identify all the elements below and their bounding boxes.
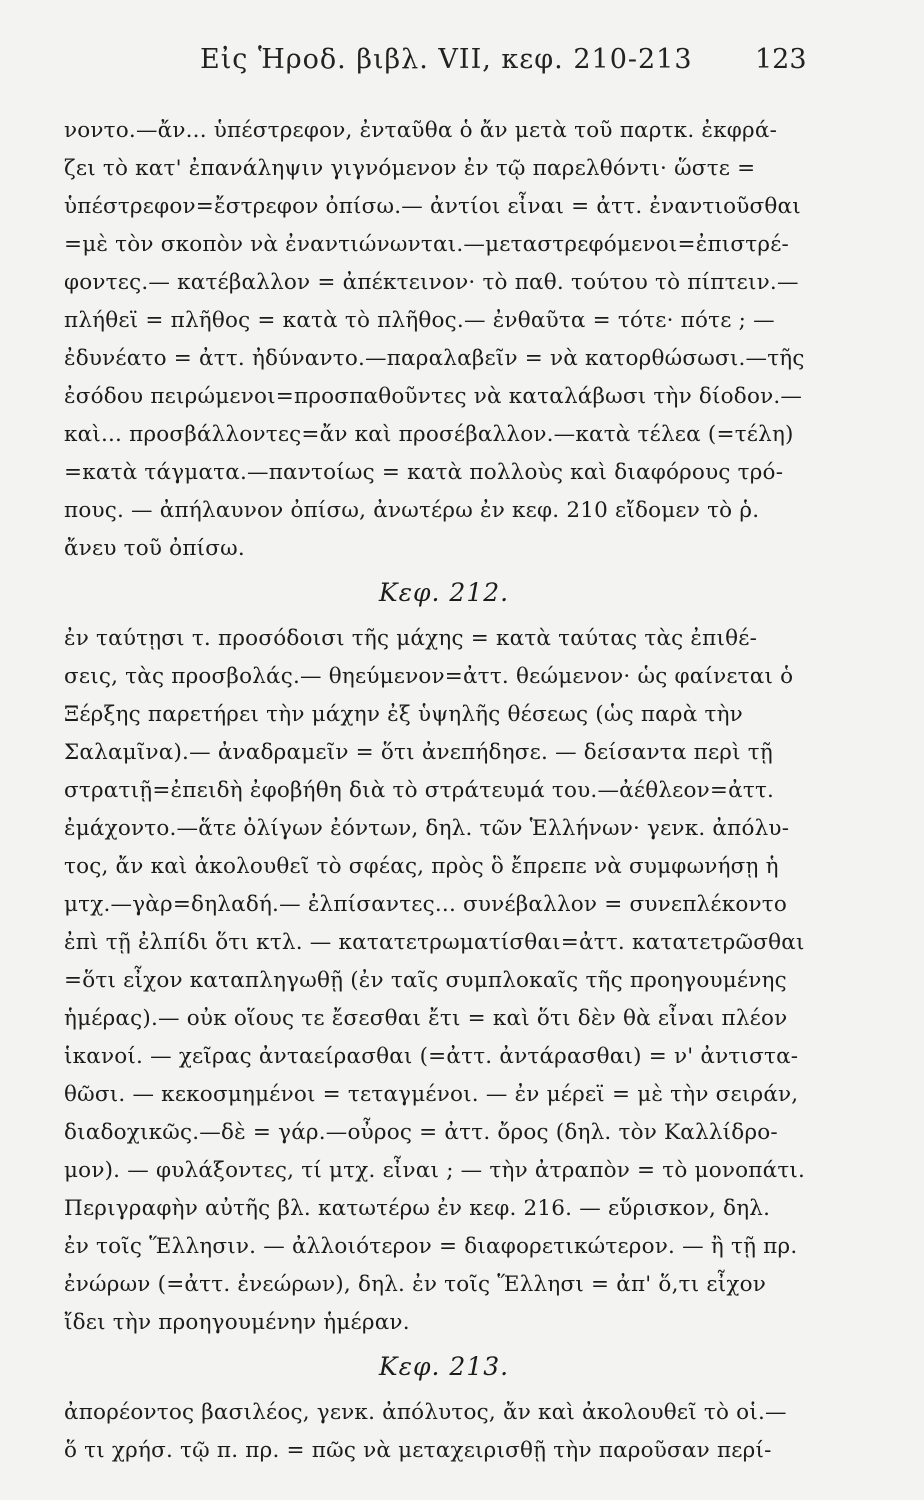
text-line: ἴδει τὴν προηγουμένην ἡμέραν.	[64, 1310, 410, 1335]
text-line: ἡμέρας).— οὐκ οἵους τε ἔσεσθαι ἔτι = καὶ ὅτι δὲν θὰ εἶναι πλέον	[64, 1006, 788, 1031]
page-number: 123	[755, 44, 807, 75]
text-line: τος, ἄν καὶ ἀκολουθεῖ τὸ σφέας, πρὸς ὃ ἔπρεπε νὰ συμφωνήσῃ ἡ	[64, 854, 779, 879]
text-line: πους. — ἀπήλαυνον ὀπίσω, ἀνωτέρω ἐν κεφ. 210 εἴδομεν τὸ ῥ.	[64, 498, 760, 523]
text-line: μον). — φυλάξοντες, τί μτχ. εἶναι ; — τὴν ἀτραπὸν = τὸ μονοπάτι.	[64, 1158, 806, 1183]
text-line: Περιγραφὴν αὐτῆς βλ. κατωτέρω ἐν κεφ. 216. — εὕρισκον, δηλ.	[64, 1196, 771, 1221]
text-line: φοντες.— κατέβαλλον = ἀπέκτεινον· τὸ παθ. τούτου τὸ πίπτειν.—	[64, 270, 799, 295]
text-line: καὶ... προσβάλλοντες=ἄν καὶ προσέβαλλον.—κατὰ τέλεα (=τέλη)	[64, 422, 794, 447]
chapter-212-body	[64, 620, 824, 1342]
text-line: ζει τὸ κατ' ἐπανάληψιν γιγνόμενον ἐν τῷ παρελθόντι· ὥστε =	[64, 156, 756, 181]
chapter-212-heading: Κεφ. 212.	[378, 578, 510, 607]
text-line: ἀπορέοντος βασιλέος, γενκ. ἀπόλυτος, ἄν καὶ ἀκολουθεῖ τὸ οἱ.—	[64, 1400, 787, 1425]
text-line: νοντο.—ἄν... ὑπέστρεφον, ἐνταῦθα ὁ ἄν μετὰ τοῦ παρτκ. ἐκφρά-	[64, 118, 778, 143]
text-line: =ὅτι εἶχον καταπληγωθῇ (ἐν ταῖς συμπλοκαῖς τῆς προηγουμένης	[64, 968, 787, 993]
text-line: ἐδυνέατο = ἀττ. ἠδύναντο.—παραλαβεῖν = νὰ κατορθώσωσι.—τῆς	[64, 346, 805, 371]
text-line: Σαλαμῖνα).— ἀναδραμεῖν = ὅτι ἀνεπήδησε. — δείσαντα περὶ τῇ	[64, 740, 773, 765]
running-title: Εἰς Ἡροδ. βιβλ. VII, κεφ. 210-213	[200, 44, 693, 75]
text-line: θῶσι. — κεκοσμημένοι = τεταγμένοι. — ἐν μέρεϊ = μὲ τὴν σειράν,	[64, 1082, 799, 1107]
text-line: ἐμάχοντο.—ἅτε ὀλίγων ἐόντων, δηλ. τῶν Ἑλλήνων· γενκ. ἀπόλυ-	[64, 816, 790, 841]
text-line: σεις, τὰς προσβολάς.— θηεύμενον=ἀττ. θεώμενον· ὡς φαίνεται ὁ	[64, 664, 794, 689]
text-line: πλήθεϊ = πλῆθος = κατὰ τὸ πλῆθος.— ἐνθαῦτα = τότε· πότε ; —	[64, 308, 775, 333]
text-line: =μὲ τὸν σκοπὸν νὰ ἐναντιώνωνται.—μεταστρεφόμενοι=ἐπιστρέ-	[64, 232, 790, 257]
text-line: ἱκανοί. — χεῖρας ἀνταείρασθαι (=ἀττ. ἀντάρασθαι) = ν' ἀντιστα-	[64, 1044, 799, 1069]
text-line: =κατὰ τάγματα.—παντοίως = κατὰ πολλοὺς καὶ διαφόρους τρό-	[64, 460, 784, 485]
text-line: ἐν τοῖς Ἕλλησιν. — ἀλλοιότερον = διαφορετικώτερον. — ἢ τῇ πρ.	[64, 1234, 798, 1259]
text-line: Ξέρξης παρετήρει τὴν μάχην ἐξ ὑψηλῆς θέσεως (ὡς παρὰ τὴν	[64, 702, 743, 727]
chapter-213-body	[64, 1394, 824, 1470]
text-line: ἐσόδου πειρώμενοι=προσπαθοῦντες νὰ καταλάβωσι τὴν δίοδον.—	[64, 384, 803, 409]
chapter-211-continuation	[64, 112, 824, 568]
text-line: ἐν ταύτῃσι τ. προσόδοισι τῆς μάχης = κατὰ ταύτας τὰς ἐπιθέ-	[64, 626, 758, 651]
running-header	[0, 40, 924, 80]
chapter-213-heading: Κεφ. 213.	[378, 1352, 510, 1381]
text-line: διαδοχικῶς.—δὲ = γάρ.—οὖρος = ἀττ. ὄρος (δηλ. τὸν Καλλίδρο-	[64, 1120, 778, 1145]
text-line: ὅ τι χρήσ. τῷ π. πρ. = πῶς νὰ μεταχειρισθῇ τὴν παροῦσαν περί-	[64, 1438, 772, 1463]
text-line: στρατιῇ=ἐπειδὴ ἐφοβήθη διὰ τὸ στράτευμά του.—ἀέθλεον=ἀττ.	[64, 778, 775, 803]
text-line: μτχ.—γὰρ=δηλαδή.— ἐλπίσαντες... συνέβαλλον = συνεπλέκοντο	[64, 892, 788, 917]
text-line: ἐπὶ τῇ ἐλπίδι ὅτι κτλ. — κατατετρωματίσθαι=ἀττ. κατατετρῶσθαι	[64, 930, 805, 955]
text-line: ἐνώρων (=ἀττ. ἐνεώρων), δηλ. ἐν τοῖς Ἕλλησι = ἀπ' ὅ,τι εἶχον	[64, 1272, 766, 1297]
text-line: ὑπέστρεφον=ἔστρεφον ὀπίσω.— ἀντίοι εἶναι = ἀττ. ἐναντιοῦσθαι	[64, 194, 801, 219]
text-line: ἄνευ τοῦ ὀπίσω.	[64, 536, 245, 561]
commentary-text	[64, 112, 824, 1470]
